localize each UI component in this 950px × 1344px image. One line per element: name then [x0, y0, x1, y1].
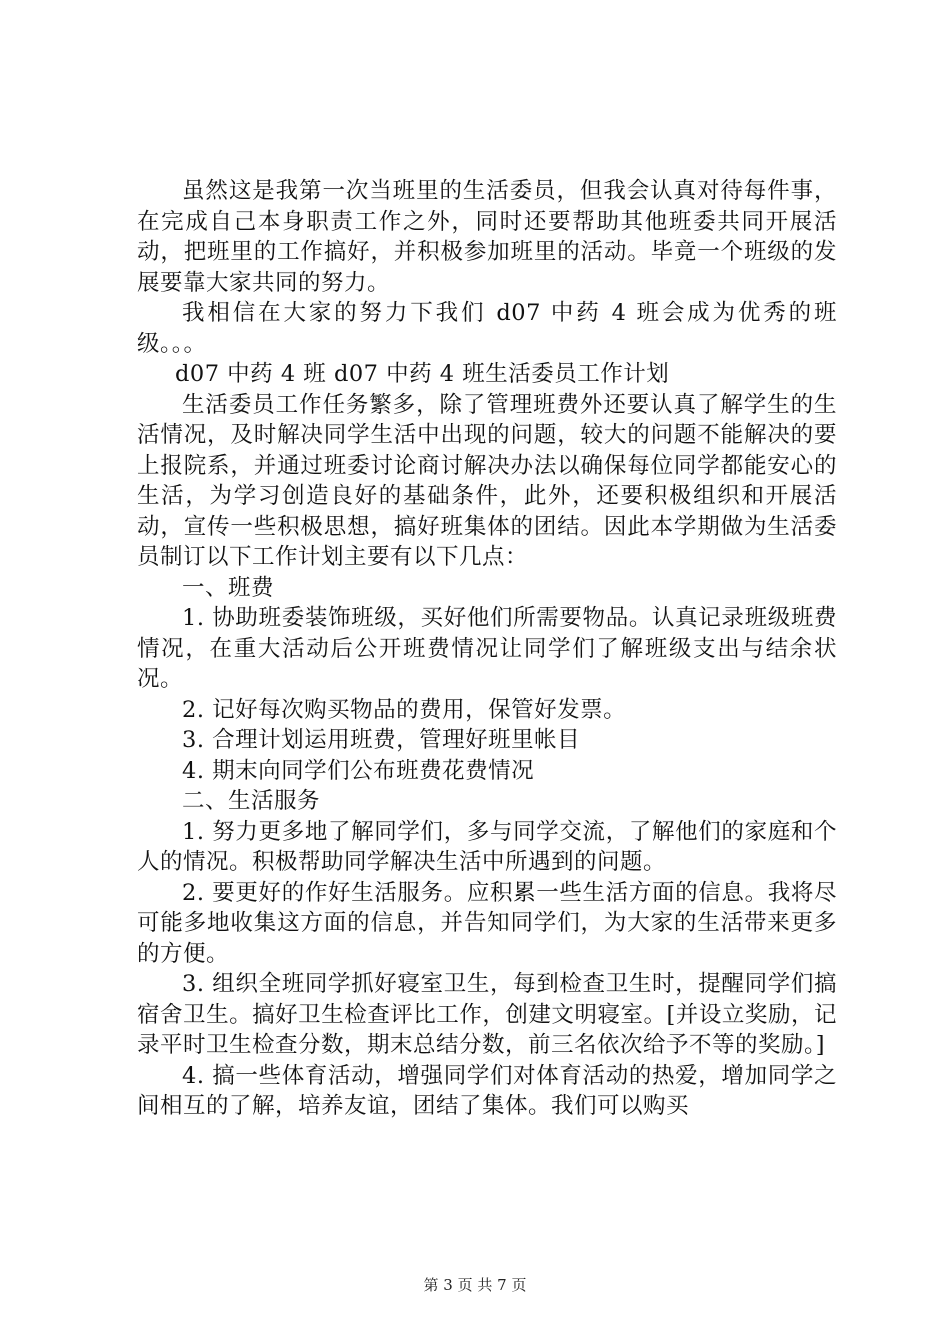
fee-item-3: 3. 合理计划运用班费，管理好班里帐目 — [182, 727, 581, 753]
service-item-3: 3. 组织全班同学抓好寝室卫生，每到检查卫生时，提醒同学们搞宿舍卫生。搞好卫生检查评比工作，创建文明寝室。[并设立奖励，记录平时卫生检查分数，期末总结分数，前三名依次给予不等的奖励。] — [137, 971, 837, 1058]
heading-life-service: 二、生活服务 — [182, 788, 321, 814]
document-body — [137, 176, 837, 1122]
heading-class-fee: 一、班费 — [182, 574, 275, 601]
fee-item-1: 1. 协助班委装饰班级，买好他们所需要物品。认真记录班级班费情况，在重大活动后公开班费情况让同学们了解班级支出与结余状况。 — [137, 605, 837, 692]
service-item-1: 1. 努力更多地了解同学们，多与同学交流，了解他们的家庭和个人的情况。积极帮助同学解决生活中所遇到的问题。 — [137, 818, 837, 875]
service-item-4: 4. 搞一些体育活动，增强同学们对体育活动的热爱，增加同学之间相互的了解，培养友谊，团结了集体。我们可以购买 — [137, 1062, 837, 1119]
page-footer: 第 3 页 共 7 页 — [423, 1276, 527, 1294]
fee-item-4: 4. 期末向同学们公布班费花费情况 — [182, 757, 535, 784]
paragraph-intro: 生活委员工作任务繁多，除了管理班费外还要认真了解学生的生活情况，及时解决同学生活中出现的问题，较大的问题不能解决的要上报院系，并通过班委讨论商讨解决办法以确保每位同学都能安心的生活，为学习创造良好的基础条件，此外，还要积极组织和开展活动，宣传一些积极思想，搞好班集体的团结。因此本学期做为生活委员制订以下工作计划主要有以下几点： — [137, 391, 837, 570]
service-item-2: 2. 要更好的作好生活服务。应积累一些生活方面的信息。我将尽可能多地收集这方面的信息，并告知同学们，为大家的生活带来更多的方便。 — [137, 879, 837, 967]
paragraph-1: 虽然这是我第一次当班里的生活委员，但我会认真对待每件事，在完成自己本身职责工作之外，同时还要帮助其他班委共同开展活动，把班里的工作搞好，并积极参加班里的活动。毕竟一个班级的发展要靠大家共同的努力。 — [137, 178, 837, 296]
section-title: d07 中药 4 班 d07 中药 4 班生活委员工作计划 — [175, 361, 670, 387]
fee-item-2: 2. 记好每次购买物品的费用，保管好发票。 — [182, 696, 627, 723]
paragraph-2: 我相信在大家的努力下我们 d07 中药 4 班会成为优秀的班级。。。 — [137, 300, 837, 357]
